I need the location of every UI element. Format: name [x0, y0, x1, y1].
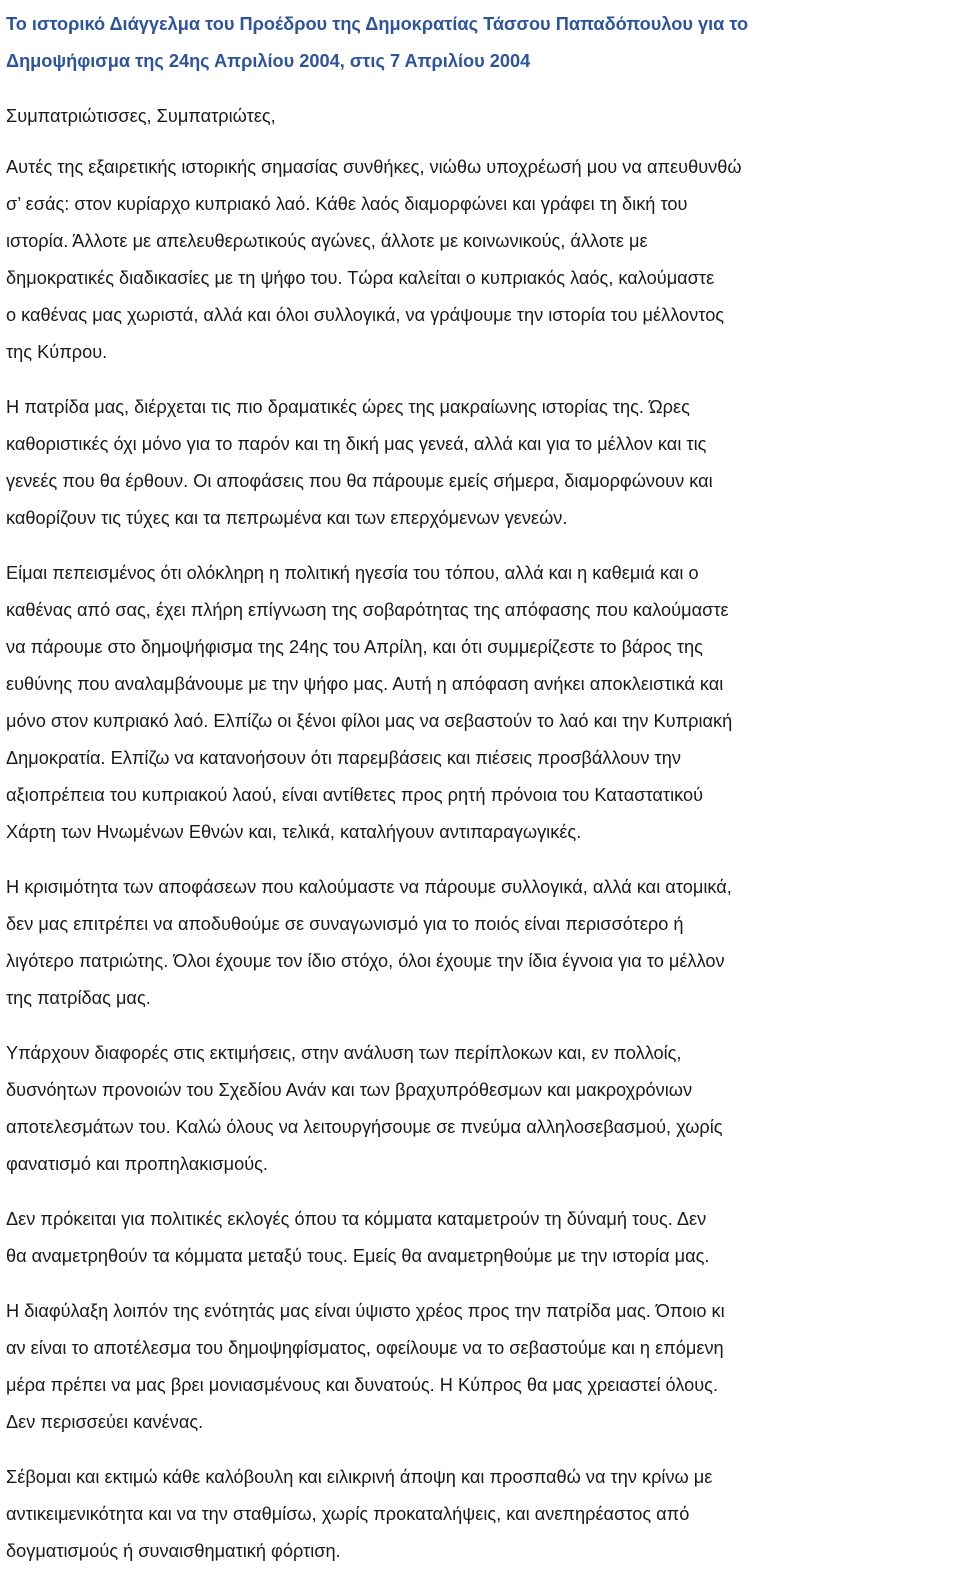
greeting: Συμπατριώτισσες, Συμπατριώτες, — [6, 106, 276, 126]
paragraph-line: δημοκρατικές διαδικασίες με τη ψήφο του. Τώρα καλείται ο κυπριακός λαός, καλούμαστε — [6, 268, 715, 288]
paragraph-line: Δεν πρόκειται για πολιτικές εκλογές όπου τα κόμματα καταμετρούν τη δύναμή τους. Δεν — [6, 1209, 707, 1229]
paragraph-line: Υπάρχουν διαφορές στις εκτιμήσεις, στην ανάλυση των περίπλοκων και, εν πολλοίς, — [6, 1043, 682, 1063]
title-line: Δημοψήφισμα της 24ης Απριλίου 2004, στις 7 Απριλίου 2004 — [6, 51, 531, 71]
paragraph-line: Αυτές της εξαιρετικής ιστορικής σημασίας συνθήκες, νιώθω υποχρέωσή μου να απευθυνθώ — [6, 157, 742, 177]
paragraph-line: Δημοκρατία. Ελπίζω να κατανοήσουν ότι παρεμβάσεις και πιέσεις προσβάλλουν την — [6, 748, 681, 768]
paragraph-line: Χάρτη των Ηνωμένων Εθνών και, τελικά, καταλήγουν αντιπαραγωγικές. — [6, 822, 582, 842]
paragraph — [6, 1293, 954, 1441]
paragraph-line: αντικειμενικότητα και να την σταθμίσω, χωρίς προκαταλήψεις, και ανεπηρέαστος από — [6, 1504, 690, 1524]
paragraph — [6, 389, 954, 537]
paragraph-line: καθένας από σας, έχει πλήρη επίγνωση της σοβαρότητας της απόφασης που καλούμαστε — [6, 600, 729, 620]
paragraph-line: φανατισμό και προπηλακισμούς. — [6, 1154, 268, 1174]
paragraph-line: μόνο στον κυπριακό λαό. Ελπίζω οι ξένοι φίλοι μας να σεβαστούν το λαό και την Κυπριακή — [6, 711, 733, 731]
paragraph-line: να πάρουμε στο δημοψήφισμα της 24ης του Απρίλη, και ότι συμμερίζεστε το βάρος της — [6, 637, 703, 657]
paragraph-line: αξιοπρέπεια του κυπριακού λαού, είναι αντίθετες προς ρητή πρόνοια του Καταστατικού — [6, 785, 704, 805]
document-body — [6, 149, 954, 1570]
paragraph-line: καθορίζουν τις τύχες και τα πεπρωμένα και των επερχόμενων γενεών. — [6, 508, 568, 528]
paragraph-line: δογματισμούς ή συναισθηματική φόρτιση. — [6, 1541, 341, 1561]
paragraph-line: ιστορία. Άλλοτε με απελευθερωτικούς αγώνες, άλλοτε με κοινωνικούς, άλλοτε με — [6, 231, 648, 251]
paragraph-line: θα αναμετρηθούν τα κόμματα μεταξύ τους. Εμείς θα αναμετρηθούμε με την ιστορία μας. — [6, 1246, 710, 1266]
paragraph — [6, 555, 954, 851]
paragraph-line: σ’ εσάς: στον κυρίαρχο κυπριακό λαό. Κάθε λαός διαμορφώνει και γράφει τη δική του — [6, 194, 688, 214]
paragraph-line: αν είναι το αποτέλεσμα του δημοψηφίσματος, οφείλουμε να το σεβαστούμε και η επόμενη — [6, 1338, 724, 1358]
document-page — [6, 6, 954, 1588]
paragraph-line: Η κρισιμότητα των αποφάσεων που καλούμαστε να πάρουμε συλλογικά, αλλά και ατομικά, — [6, 877, 732, 897]
paragraph — [6, 149, 954, 371]
paragraph-line: δεν μας επιτρέπει να αποδυθούμε σε συναγωνισμό για το ποιός είναι περισσότερο ή — [6, 914, 684, 934]
paragraph-line: αποτελεσμάτων του. Καλώ όλους να λειτουργήσουμε σε πνεύμα αλληλοσεβασμού, χωρίς — [6, 1117, 723, 1137]
paragraph — [6, 869, 954, 1017]
paragraph-line: Σέβομαι και εκτιμώ κάθε καλόβουλη και ειλικρινή άποψη και προσπαθώ να την κρίνω με — [6, 1467, 713, 1487]
paragraph-line: γενεές που θα έρθουν. Οι αποφάσεις που θα πάρουμε εμείς σήμερα, διαμορφώνουν και — [6, 471, 713, 491]
paragraph-line: λιγότερο πατριώτης. Όλοι έχουμε τον ίδιο στόχο, όλοι έχουμε την ίδια έγνοια για το μέλλον — [6, 951, 725, 971]
paragraph-line: της Κύπρου. — [6, 342, 108, 362]
paragraph-line: ο καθένας μας χωριστά, αλλά και όλοι συλλογικά, να γράψουμε την ιστορία του μέλλοντος — [6, 305, 725, 325]
paragraph — [6, 1035, 954, 1183]
paragraph-line: Η πατρίδα μας, διέρχεται τις πιο δραματικές ώρες της μακραίωνης ιστορίας της. Ώρες — [6, 397, 690, 417]
paragraph — [6, 1201, 954, 1275]
paragraph — [6, 1459, 954, 1570]
paragraph-line: δυσνόητων προνοιών του Σχεδίου Ανάν και των βραχυπρόθεσμων και μακροχρόνιων — [6, 1080, 693, 1100]
paragraph-line: καθοριστικές όχι μόνο για το παρόν και τη δική μας γενεά, αλλά και για το μέλλον και τις — [6, 434, 707, 454]
title-line: Το ιστορικό Διάγγελμα του Προέδρου της Δημοκρατίας Τάσσου Παπαδόπουλου για το — [6, 14, 749, 34]
paragraph-line: ευθύνης που αναλαμβάνουμε με την ψήφο μας. Αυτή η απόφαση ανήκει αποκλειστικά και — [6, 674, 724, 694]
paragraph-line: μέρα πρέπει να μας βρει μονιασμένους και δυνατούς. Η Κύπρος θα μας χρειαστεί όλους. — [6, 1375, 719, 1395]
paragraph-line: Είμαι πεπεισμένος ότι ολόκληρη η πολιτική ηγεσία του τόπου, αλλά και η καθεμιά και ο — [6, 563, 699, 583]
paragraph-line: Η διαφύλαξη λοιπόν της ενότητάς μας είναι ύψιστο χρέος προς την πατρίδα μας. Όποιο κι — [6, 1301, 725, 1321]
document-title — [6, 6, 954, 80]
paragraph-line: της πατρίδας μας. — [6, 988, 151, 1008]
paragraph-line: Δεν περισσεύει κανένας. — [6, 1412, 204, 1432]
